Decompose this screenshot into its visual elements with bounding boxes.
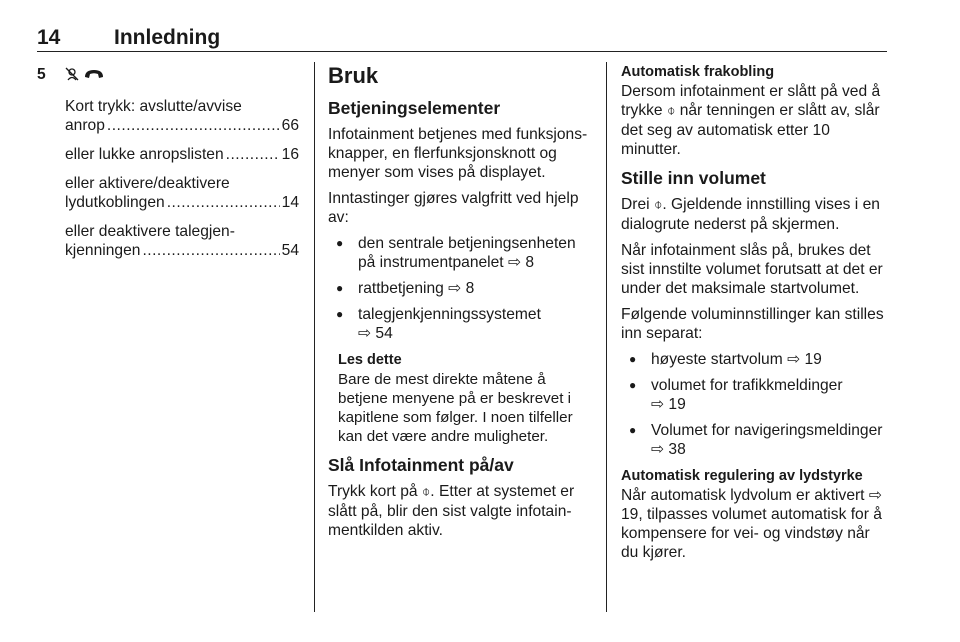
- subheading-power: Slå Infotainment på/av: [328, 455, 514, 475]
- list-item: ● talegjenkjenningssystemet ⇨ 54: [328, 305, 592, 343]
- list-item: ● Volumet for navigeringsmeldinger ⇨ 38: [621, 421, 889, 459]
- list-item: ● den sentrale betjeningsenheten på instrumentpanelet ⇨ 8: [328, 234, 592, 272]
- toc-entry-1: [65, 97, 299, 135]
- power-knob-icon: ⌽: [653, 197, 663, 213]
- toc-entry-2: [65, 145, 299, 164]
- paragraph: Når infotainment slås på, brukes det sist innstilte volumet forutsatt at det er under det maksimale startvolumet.: [621, 242, 883, 297]
- toc-entry-4: [65, 222, 299, 260]
- control-item-5: [37, 63, 299, 87]
- toc-entry-3-text: lydutkoblingen: [65, 194, 165, 211]
- page-header: [37, 26, 887, 52]
- paragraph: Drei ⌽. Gjeldende innstilling vises i en dialogrute nederst på skjermen.: [621, 196, 880, 233]
- list-item: ● høyeste startvolum ⇨ 19: [621, 350, 889, 369]
- toc-entry-4-text: kjenningen: [65, 242, 141, 259]
- cross-reference-arrow-icon: ⇨: [651, 396, 665, 413]
- page-number: 14: [37, 26, 61, 49]
- toc-entry-2-page[interactable]: 16: [281, 146, 299, 163]
- mute-voice-icon: [65, 67, 79, 81]
- toc-entry-4-page[interactable]: 54: [281, 242, 299, 259]
- chapter-title: Innledning: [114, 26, 221, 49]
- column-divider-1: [314, 62, 315, 612]
- toc-entry-3-line1: eller aktivere/deaktivere: [65, 175, 230, 192]
- note-box: [338, 351, 592, 446]
- bullet-list: [328, 234, 592, 343]
- paragraph: Følgende voluminnstillinger kan stilles inn separat:: [621, 306, 884, 342]
- toc-entry-2-text: eller lukke anropslisten: [65, 146, 224, 163]
- subheading-automatisk-frakobling: Automatisk frakobling: [621, 64, 775, 80]
- page-reference[interactable]: 8: [525, 254, 535, 271]
- subheading-betjeningselementer: Betjeningselementer: [328, 98, 501, 118]
- page-reference[interactable]: 19: [668, 396, 686, 413]
- cross-reference-arrow-icon: ⇨: [507, 254, 522, 271]
- cross-reference-arrow-icon: ⇨: [868, 487, 882, 504]
- note-text: Bare de mest direkte måtene å betjene menyene på er beskrevet i kapitlene som følger. I noen tilfeller kan det være andre muligheter.: [338, 371, 573, 445]
- page-reference[interactable]: 54: [375, 325, 393, 342]
- cross-reference-arrow-icon: ⇨: [358, 325, 372, 342]
- column-1: [37, 63, 299, 260]
- paragraph: Infotainment betjenes med funksjonsknapper, en flerfunksjonsknott og menyer som vises på displayet.: [328, 126, 588, 181]
- power-knob-icon: ⌽: [421, 484, 431, 500]
- toc-entry-1-line1: Kort trykk: avslutte/avvise: [65, 98, 242, 115]
- column-3: [621, 63, 889, 570]
- header-rule: [37, 51, 887, 52]
- toc-entry-1-page[interactable]: 66: [281, 117, 299, 134]
- page-reference[interactable]: 19: [621, 506, 639, 523]
- page-reference[interactable]: 38: [668, 441, 686, 458]
- cross-reference-arrow-icon: ⇨: [787, 351, 801, 368]
- auto-off-section: Automatisk frakobling Dersom infotainment er slått på ved å trykke ⌽ når tenningen er slått av, slår det seg av automatisk etter 10 minutter.: [621, 63, 889, 159]
- page-reference[interactable]: 8: [465, 280, 475, 297]
- column-2: [328, 63, 592, 547]
- hang-up-phone-icon: [83, 67, 105, 81]
- paragraph: Trykk kort på ⌽. Etter at systemet er slått på, blir den sist valgte infotainmentkilden aktiv.: [328, 483, 575, 539]
- toc-entry-1-text: anrop: [65, 117, 105, 134]
- page-reference[interactable]: 19: [804, 351, 822, 368]
- note-title: Les dette: [338, 352, 402, 368]
- toc-entry-3-page[interactable]: 14: [281, 194, 299, 211]
- toc-entry-4-line1: eller deaktivere talegjen-: [65, 223, 235, 240]
- auto-volume-section: Automatisk regulering av lydstyrke Når automatisk lydvolum er aktivert ⇨ 19, tilpasses volumet automatisk for å kompensere for vei- og vindstøy når du kjører.: [621, 467, 889, 562]
- subheading-automatisk-regulering: Automatisk regulering av lydstyrke: [621, 468, 863, 484]
- section-title-bruk: Bruk: [328, 63, 379, 88]
- subheading-stille-inn-volumet: Stille inn volumet: [621, 168, 766, 188]
- power-knob-icon: ⌽: [666, 103, 676, 119]
- paragraph: Inntastinger gjøres valgfritt ved hjelp av:: [328, 190, 579, 226]
- bullet-list: [621, 350, 889, 459]
- list-item: ● rattbetjening ⇨ 8: [328, 279, 592, 298]
- item-icons: [65, 65, 105, 84]
- item-number: 5: [37, 66, 46, 83]
- toc-entry-3: [65, 174, 299, 212]
- column-divider-2: [606, 62, 607, 612]
- cross-reference-arrow-icon: ⇨: [651, 441, 665, 458]
- cross-reference-arrow-icon: ⇨: [448, 280, 462, 297]
- list-item: ● volumet for trafikkmeldinger ⇨ 19: [621, 376, 889, 414]
